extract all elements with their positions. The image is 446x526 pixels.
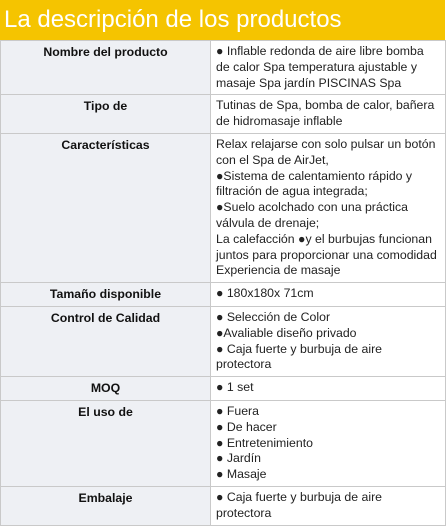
product-spec-table xyxy=(0,40,446,526)
table-row xyxy=(1,41,446,95)
spec-value-line: ● Masaje xyxy=(216,467,267,482)
spec-value-line: ● Caja fuerte y burbuja de aire protectora xyxy=(216,489,383,520)
spec-label: El uso de xyxy=(1,400,211,486)
spec-value-line: ●Suelo acolchado con una práctica válvula de drenaje; xyxy=(216,200,409,230)
spec-value xyxy=(211,283,446,307)
spec-value-line: Relax relajarse con solo pulsar un botón con el Spa de AirJet, xyxy=(216,136,436,167)
spec-value-line: ● De hacer xyxy=(216,419,277,434)
spec-label: Tipo de xyxy=(1,95,211,134)
spec-value-line: ● 180x180x 71cm xyxy=(216,286,314,301)
spec-value-line: ●Avaliable diseño privado xyxy=(216,325,357,340)
spec-value-line: ●Sistema de calentamiento rápido y filtración de agua integrada; xyxy=(216,168,413,199)
table-row xyxy=(1,283,446,307)
table-row xyxy=(1,95,446,134)
spec-label: Control de Calidad xyxy=(1,306,211,376)
spec-label: Tamaño disponible xyxy=(1,283,211,307)
spec-label: Características xyxy=(1,133,211,282)
table-row xyxy=(1,306,446,376)
spec-value xyxy=(211,486,446,525)
table-row xyxy=(1,133,446,282)
table-row xyxy=(1,486,446,525)
spec-value-line: Tutinas de Spa, bomba de calor, bañera de hidromasaje inflable xyxy=(216,98,435,129)
page-title: La descripción de los productos xyxy=(0,0,445,40)
spec-value xyxy=(211,400,446,486)
spec-value-line: ● 1 set xyxy=(216,380,254,395)
spec-value-line: ● Caja fuerte y burbuja de aire protectora xyxy=(216,341,383,372)
spec-value-line: ● Jardín xyxy=(216,451,262,466)
spec-value xyxy=(211,133,446,282)
spec-value xyxy=(211,377,446,401)
spec-value xyxy=(211,95,446,134)
spec-label: MOQ xyxy=(1,377,211,401)
spec-value-line: La calefacción ●y el burbujas funcionan juntos para proporcionar una comodidad Experiencia de masaje xyxy=(216,231,437,278)
spec-value-line: ● Entretenimiento xyxy=(216,435,313,450)
spec-label: Nombre del producto xyxy=(1,41,211,95)
spec-value xyxy=(211,306,446,376)
spec-value xyxy=(211,41,446,95)
spec-value-line: ● Inflable redonda de aire libre bomba de calor Spa temperatura ajustable y masaje Spa jardín PISCINAS Spa xyxy=(216,44,424,90)
table-row xyxy=(1,377,446,401)
spec-label: Embalaje xyxy=(1,486,211,525)
spec-value-line: ● Selección de Color xyxy=(216,309,331,324)
table-row xyxy=(1,400,446,486)
spec-value-line: ● Fuera xyxy=(216,403,259,418)
